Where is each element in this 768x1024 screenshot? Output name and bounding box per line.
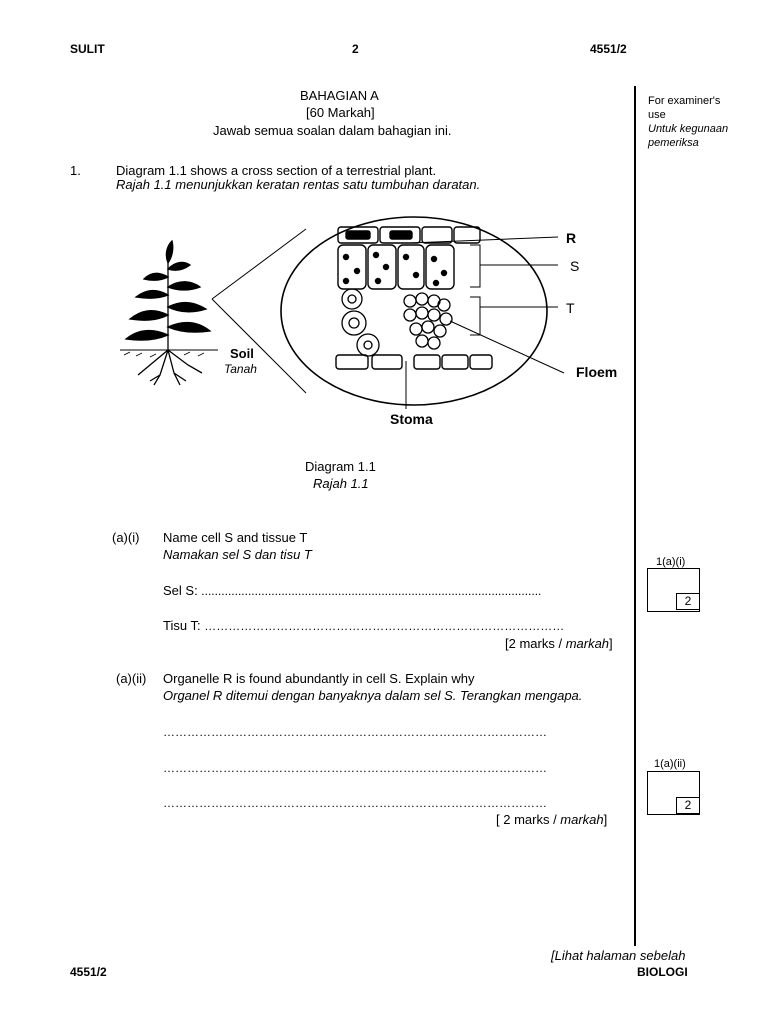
label-floem: Floem <box>576 364 618 380</box>
examiner-max-mark-a-i: 2 <box>676 593 700 610</box>
part-a-i-marks: [2 marks / markah] <box>505 636 613 651</box>
answer-line-2[interactable]: …………………………………………………………………………………… <box>163 761 547 775</box>
answer-line-3[interactable]: …………………………………………………………………………………… <box>163 796 547 810</box>
answer-sel-s[interactable] <box>163 583 541 598</box>
examiner-box-label-a-ii: 1(a)(ii) <box>654 758 686 770</box>
answer-tisu-t[interactable] <box>163 618 564 633</box>
examiner-note-ms-1: Untuk kegunaan <box>648 123 729 135</box>
question-number: 1. <box>70 163 81 178</box>
part-a-i-question-en: Name cell S and tissue T <box>163 530 308 545</box>
plant-illustration <box>120 241 218 385</box>
label-s: S <box>570 258 580 274</box>
answer-tisu-t-label: Tisu T: <box>163 618 205 633</box>
page-number: 2 <box>352 42 359 56</box>
part-a-ii-question-ms: Organel R ditemui dengan banyaknya dalam sel S. Terangkan mengapa. <box>163 688 583 703</box>
question-text-en: Diagram 1.1 shows a cross section of a terrestrial plant. <box>116 163 437 178</box>
diagram-caption-en: Diagram 1.1 <box>305 459 376 474</box>
part-a-ii-marks: [ 2 marks / markah] <box>496 812 608 827</box>
section-marks: [60 Markah] <box>306 105 375 120</box>
diagram-caption-ms: Rajah 1.1 <box>313 476 369 491</box>
question-text-ms: Rajah 1.1 menunjukkan keratan rentas satu tumbuhan daratan. <box>116 177 481 192</box>
footer-right: BIOLOGI <box>637 965 688 979</box>
tanah-label: Tanah <box>224 362 257 376</box>
examiner-note-en-1: For examiner's <box>648 95 721 107</box>
footer-left: 4551/2 <box>70 965 107 979</box>
section-title: BAHAGIAN A <box>300 88 379 103</box>
soil-label: Soil <box>230 346 254 361</box>
part-a-ii-label: (a)(ii) <box>116 671 147 686</box>
next-page-note: [Lihat halaman sebelah <box>551 948 686 963</box>
answer-line-1[interactable]: …………………………………………………………………………………… <box>163 725 547 739</box>
section-instruction: Jawab semua soalan dalam bahagian ini. <box>213 123 452 138</box>
label-t: T <box>566 300 575 316</box>
answer-tisu-t-dots: ……………………………………………………………………………… <box>204 619 565 633</box>
label-r: R <box>566 230 577 246</box>
header-left: SULIT <box>70 42 105 56</box>
examiner-note-en-2: use <box>648 109 666 121</box>
answer-sel-s-dots: ...................................................................................................... <box>201 584 542 598</box>
part-a-i-label: (a)(i) <box>112 530 140 545</box>
answer-sel-s-label: Sel S: <box>163 583 202 598</box>
part-a-i-question-ms: Namakan sel S dan tisu T <box>163 547 312 562</box>
label-stoma: Stoma <box>390 411 433 427</box>
examiner-column-divider <box>634 86 636 946</box>
header-right: 4551/2 <box>590 42 627 56</box>
examiner-box-label-a-i: 1(a)(i) <box>656 556 686 568</box>
plant-cross-section-diagram <box>110 215 630 435</box>
examiner-note-ms-2: pemeriksa <box>648 137 699 149</box>
examiner-max-mark-a-ii: 2 <box>676 797 700 814</box>
part-a-ii-question-en: Organelle R is found abundantly in cell S. Explain why <box>163 671 475 686</box>
